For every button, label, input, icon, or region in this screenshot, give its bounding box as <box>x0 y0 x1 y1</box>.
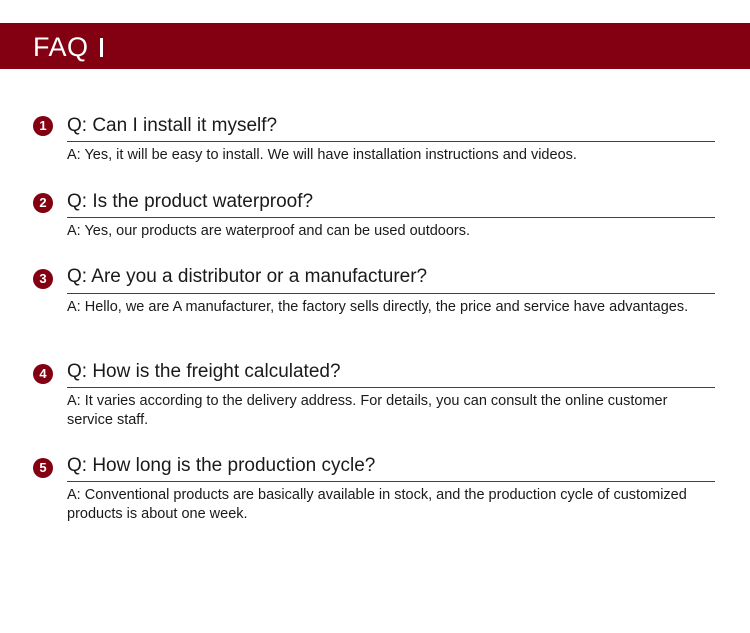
faq-answer: A: Hello, we are A manufacturer, the factory sells directly, the price and service have advantages. <box>67 299 689 315</box>
faq-question: Q: How long is the production cycle? <box>67 455 376 476</box>
number-badge: 4 <box>33 364 53 384</box>
faq-answer: A: Conventional products are basically available in stock, and the production cycle of customized products is about one week. <box>67 487 687 522</box>
faq-divider <box>67 387 715 388</box>
number-badge: 2 <box>33 193 53 213</box>
faq-question: Q: How is the freight calculated? <box>67 361 341 382</box>
title-cursor-mark <box>100 38 103 57</box>
faq-divider <box>67 481 715 482</box>
number-badge: 5 <box>33 458 53 478</box>
faq-question: Q: Is the product waterproof? <box>67 191 314 212</box>
faq-divider <box>67 293 715 294</box>
faq-header-bar <box>0 23 750 69</box>
page-title: FAQ <box>33 32 89 62</box>
faq-answer: A: Yes, it will be easy to install. We will have installation instructions and videos. <box>67 147 577 163</box>
faq-answer: A: It varies according to the delivery address. For details, you can consult the online customer service staff. <box>67 393 668 428</box>
number-badge: 3 <box>33 269 53 289</box>
faq-question: Q: Are you a distributor or a manufacturer? <box>67 266 428 287</box>
faq-divider <box>67 217 715 218</box>
faq-answer: A: Yes, our products are waterproof and can be used outdoors. <box>67 223 471 239</box>
faq-question: Q: Can I install it myself? <box>67 115 278 136</box>
number-badge: 1 <box>33 116 53 136</box>
faq-divider <box>67 141 715 142</box>
